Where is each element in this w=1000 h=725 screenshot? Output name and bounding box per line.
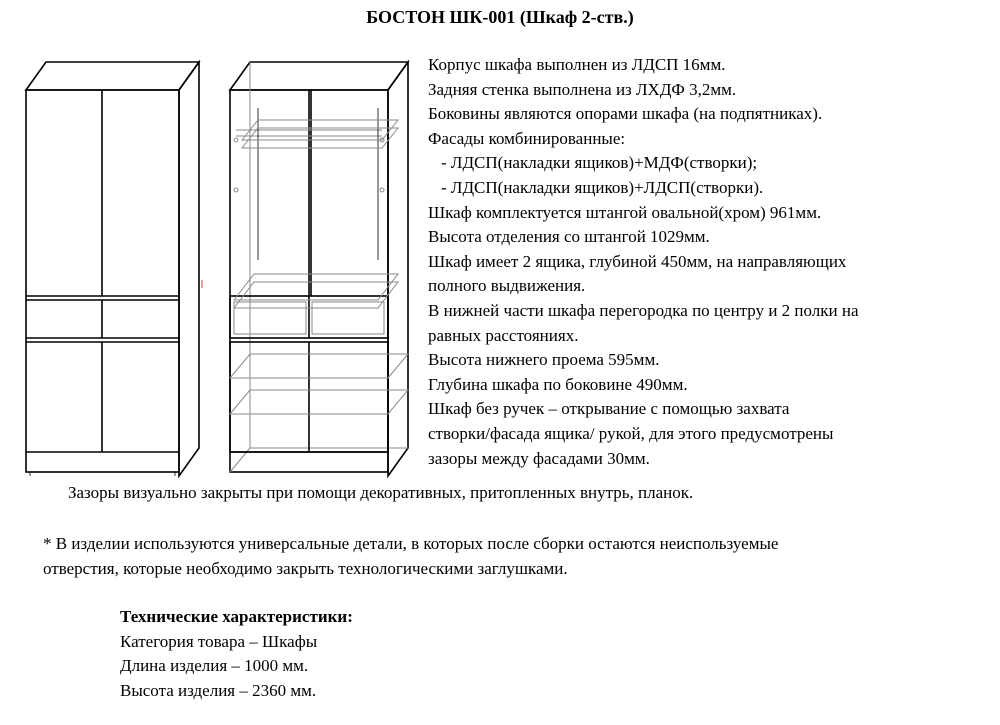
description-line: Шкаф без ручек – открывание с помощью захвата bbox=[428, 399, 790, 419]
description-line: Высота нижнего проема 595мм. bbox=[428, 350, 660, 370]
open-wardrobe-drawing bbox=[230, 62, 408, 476]
description-line: Фасады комбинированные: bbox=[428, 128, 626, 148]
footnote-line: * В изделии используются универсальные детали, в которых после сборки остаются неиспользуемые bbox=[43, 534, 779, 553]
description-line: створки/фасада ящика/ рукой, для этого предусмотрены bbox=[428, 423, 834, 443]
description-line: Боковины являются опорами шкафа (на подпятниках). bbox=[428, 104, 823, 124]
description bbox=[428, 53, 998, 471]
footnote bbox=[43, 532, 993, 581]
spec-item: Категория товара – Шкафы bbox=[120, 631, 318, 651]
description-line: Шкаф имеет 2 ящика, глубиной 450мм, на направляющих bbox=[428, 251, 847, 271]
description-line: - ЛДСП(накладки ящиков)+МДФ(створки); bbox=[441, 153, 758, 173]
description-line: Корпус шкафа выполнен из ЛДСП 16мм. bbox=[428, 55, 726, 74]
description-line: Шкаф комплектуется штангой овальной(хром) 961мм. bbox=[428, 202, 822, 222]
specifications bbox=[120, 605, 353, 703]
description-line: полного выдвижения. bbox=[428, 276, 586, 296]
wardrobe-drawings bbox=[22, 60, 422, 480]
description-line: - ЛДСП(накладки ящиков)+ЛДСП(створки). bbox=[441, 177, 764, 197]
description-line: зазоры между фасадами 30мм. bbox=[428, 448, 650, 468]
description-line: равных расстояниях. bbox=[428, 325, 579, 345]
description-line: Высота отделения со штангой 1029мм. bbox=[428, 227, 710, 247]
page-title: БОСТОН ШК-001 (Шкаф 2-ств.) bbox=[366, 7, 634, 27]
specs-heading: Технические характеристики: bbox=[120, 607, 353, 626]
footnote-line: отверстия, которые необходимо закрыть технологическими заглушками. bbox=[43, 558, 568, 578]
gaps-note: Зазоры визуально закрыты при помощи декоративных, притопленных внутрь, планок. bbox=[68, 483, 694, 502]
closed-wardrobe-drawing bbox=[26, 62, 202, 476]
spec-item: Высота изделия – 2360 мм. bbox=[120, 680, 317, 700]
description-line: Глубина шкафа по боковине 490мм. bbox=[428, 374, 688, 394]
description-line: В нижней части шкафа перегородка по центру и 2 полки на bbox=[428, 300, 859, 320]
description-line: Задняя стенка выполнена из ЛХДФ 3,2мм. bbox=[428, 79, 737, 99]
spec-item: Длина изделия – 1000 мм. bbox=[120, 656, 309, 675]
